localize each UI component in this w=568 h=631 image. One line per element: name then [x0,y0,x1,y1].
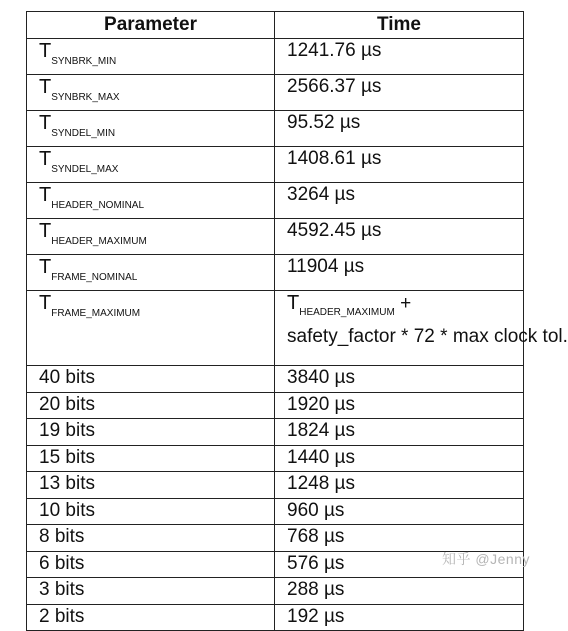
time-cell: 768 µs [275,525,524,552]
parameter-subscript: HEADER_NOMINAL [51,200,145,211]
parameter-cell: 20 bits [27,392,275,419]
table-row [27,147,524,183]
parameter-symbol: T [39,40,52,62]
table-row [27,445,524,472]
parameter-cell [27,219,275,255]
timing-parameter-table [26,11,568,631]
parameter-symbol: T [39,292,52,314]
time-cell: 1824 µs [275,419,524,446]
time-cell: 192 µs [275,604,524,631]
parameter-cell: 2 bits [27,604,275,631]
parameter-cell: 6 bits [27,551,275,578]
table-row [27,419,524,446]
parameter-subscript: FRAME_NOMINAL [51,272,138,283]
table-row [27,498,524,525]
parameter-cell: 13 bits [27,472,275,499]
table-row-frame-maximum [27,291,524,366]
parameter-subscript: SYNBRK_MIN [51,56,117,67]
table-row [27,604,524,631]
parameter-cell [27,75,275,111]
parameter-subscript: HEADER_MAXIMUM [51,236,147,247]
parameter-symbol: T [39,256,52,278]
parameter-cell [27,255,275,291]
table-row [27,183,524,219]
parameter-cell: 8 bits [27,525,275,552]
table-row [27,392,524,419]
time-cell: 95.52 µs [275,111,524,147]
time-cell: 960 µs [275,498,524,525]
parameter-symbol: T [39,76,52,98]
formula-symbol: T [287,292,300,314]
time-cell: 1440 µs [275,445,524,472]
time-cell: 1248 µs [275,472,524,499]
time-cell: 1408.61 µs [275,147,524,183]
parameter-symbol: T [39,112,52,134]
time-formula-cell [275,291,568,366]
parameter-symbol: T [39,184,52,206]
table-row [27,255,524,291]
table-row [27,111,524,147]
parameter-cell [27,291,275,366]
time-cell: 11904 µs [275,255,524,291]
parameter-cell [27,39,275,75]
parameter-cell: 15 bits [27,445,275,472]
formula-rest: safety_factor * 72 * max clock tol. [287,326,568,347]
header-time: Time [275,12,524,39]
table-row [27,75,524,111]
parameter-cell [27,111,275,147]
table-row [27,366,524,393]
time-cell: 1241.76 µs [275,39,524,75]
parameter-symbol: T [39,148,52,170]
parameter-subscript: SYNDEL_MAX [51,164,119,175]
parameter-cell [27,183,275,219]
table-row [27,472,524,499]
time-cell: 576 µs [275,551,524,578]
parameter-subscript: FRAME_MAXIMUM [51,308,141,319]
parameter-symbol: T [39,220,52,242]
parameter-subscript: SYNDEL_MIN [51,128,116,139]
parameter-cell: 19 bits [27,419,275,446]
table-header-row [27,12,524,39]
time-cell: 4592.45 µs [275,219,524,255]
parameter-cell [27,147,275,183]
parameter-cell: 3 bits [27,578,275,605]
parameter-cell: 10 bits [27,498,275,525]
parameter-cell: 40 bits [27,366,275,393]
table-row [27,39,524,75]
formula-subscript: HEADER_MAXIMUM [299,307,395,318]
watermark: 知乎 @Jenny [442,551,530,567]
time-cell: 1920 µs [275,392,524,419]
time-cell: 2566.37 µs [275,75,524,111]
table-row [27,578,524,605]
table-row [27,525,524,552]
formula-plus: + [394,293,412,314]
parameter-subscript: SYNBRK_MAX [51,92,120,103]
time-cell: 288 µs [275,578,524,605]
table-row [27,219,524,255]
header-parameter: Parameter [27,12,275,39]
time-cell: 3264 µs [275,183,524,219]
time-cell: 3840 µs [275,366,524,393]
